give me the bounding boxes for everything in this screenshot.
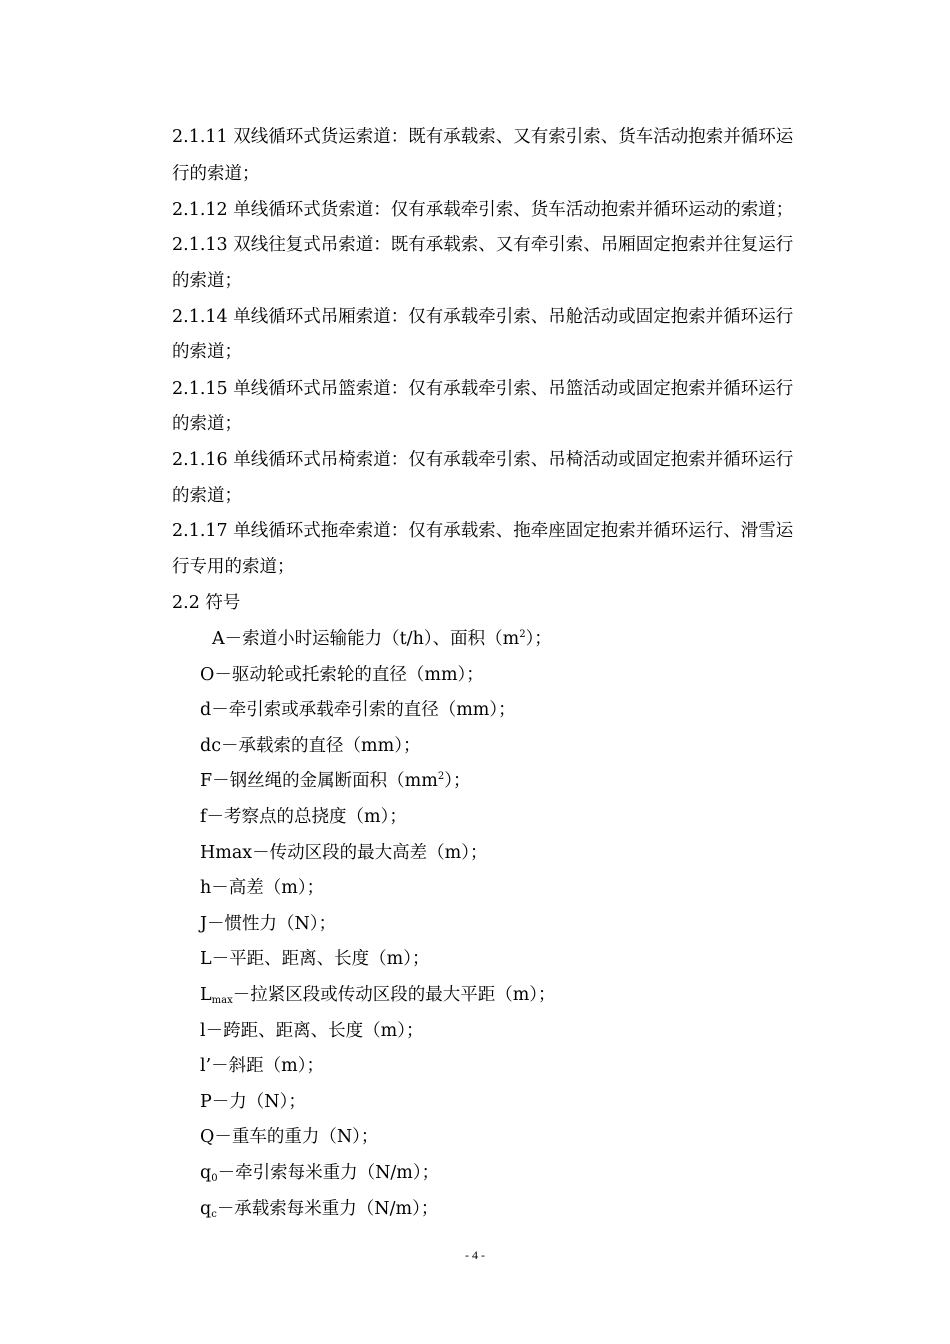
symbol-definition: －考察点的总挠度（m）； [206,807,407,827]
symbol-item [200,1019,423,1043]
symbol-item [200,841,488,865]
symbol-letter: A [212,629,225,649]
symbol-definition: －拉紧区段或传动区段的最大平距（m）； [232,985,556,1005]
symbol-letter: F [200,771,213,791]
term-item-continuation: 的索道； [172,414,242,434]
term-item: 2.1.14 单线循环式吊厢索道：仅有承载牵引索、吊舱活动或固定抱索并循环运行 [172,307,794,327]
symbol-item [200,983,556,1007]
symbol-definition: －牵引索每米重力（N/m）； [217,1163,440,1183]
symbol-definition: －跨距、距离、长度（m）； [205,1021,424,1041]
symbol-letter: P [200,1092,212,1112]
symbol-letter: J [200,914,208,934]
symbol-definition: －高差（m）； [211,878,325,898]
unit-superscript: 2 [437,771,445,782]
symbol-definition: －驱动轮或托索轮的直径（mm）； [214,665,484,685]
symbol-item [200,698,516,722]
symbol-letter: L [200,985,212,1005]
symbol-letter: f [200,807,207,827]
symbol-item [200,1054,324,1078]
symbol-subscript: max [211,995,233,1006]
symbol-letter: Q [200,1127,215,1147]
symbol-item [200,947,429,971]
term-item: 2.1.16 单线循环式吊椅索道：仅有承载牵引索、吊椅活动或固定抱索并循环运行 [172,450,794,470]
symbol-definition: －承载索的直径（mm）； [221,736,421,756]
symbol-definition: －平距、距离、长度（m）； [211,949,430,969]
symbol-letter: O [200,665,215,685]
symbol-definition: －斜距（m）； [211,1056,325,1076]
symbol-letter: l [200,1021,206,1041]
symbol-definition: －传动区段的最大高差（m）； [252,843,488,863]
symbol-letter: q [200,1199,212,1219]
definition-tail: ）； [444,771,471,791]
term-item-continuation: 行专用的索道； [172,557,295,577]
symbol-letter: d [200,700,212,720]
symbol-subscript: 0 [211,1173,218,1184]
symbol-letter: h [200,878,212,898]
symbol-subscript: c [211,1209,217,1220]
term-item-continuation: 的索道； [172,271,242,291]
symbol-item [200,1197,438,1221]
term-item-continuation: 的索道； [172,486,242,506]
term-item: 2.1.12 单线循环式货索道：仅有承载牵引索、货车活动抱索并循环运动的索道； [172,200,794,220]
term-item-continuation: 的索道； [172,342,242,362]
symbol-item [200,912,336,936]
symbol-item [200,663,484,687]
symbol-definition: －索道小时运输能力（t/h）、面积（m [224,629,520,649]
symbol-item [200,1161,439,1185]
symbol-item [200,805,407,829]
term-item: 2.1.13 双线往复式吊索道：既有承载索、又有牵引索、吊厢固定抱索并往复运行 [172,235,794,255]
symbol-definition: －力（N）； [211,1092,306,1112]
term-item: 2.1.17 单线循环式拖牵索道：仅有承载索、拖牵座固定抱索并循环运行、滑雪运 [172,521,794,541]
symbol-letter: Hmax [200,843,253,863]
unit-superscript: 2 [519,629,526,640]
symbol-letter: L [200,949,212,969]
term-item-continuation: 行的索道； [172,164,260,184]
symbol-definition: －承载索每米重力（N/m）； [216,1199,439,1219]
symbol-definition: －牵引索或承载牵引索的直径（mm）； [211,700,516,720]
symbol-definition: －重车的重力（N）； [214,1127,379,1147]
symbol-letter: l’ [200,1056,212,1076]
symbol-item [200,734,420,758]
symbol-item [200,1090,306,1114]
definition-tail: ）； [525,629,552,649]
symbol-item [200,769,470,793]
term-item: 2.1.15 单线循环式吊篮索道：仅有承载牵引索、吊篮活动或固定抱索并循环运行 [172,379,794,399]
symbol-item [212,627,552,651]
symbol-definition: －惯性力（N）； [207,914,337,934]
term-item: 2.1.11 双线循环式货运索道：既有承载索、又有索引索、货车活动抱索并循环运 [172,127,794,147]
symbol-item [200,1125,378,1149]
symbol-letter: q [200,1163,212,1183]
symbol-definition: －钢丝绳的金属断面积（mm [212,771,438,791]
section-heading: 2.2 符号 [172,593,241,613]
page-number: - 4 - [465,1248,485,1262]
symbol-letter: dc [200,736,222,756]
symbol-item [200,876,324,900]
